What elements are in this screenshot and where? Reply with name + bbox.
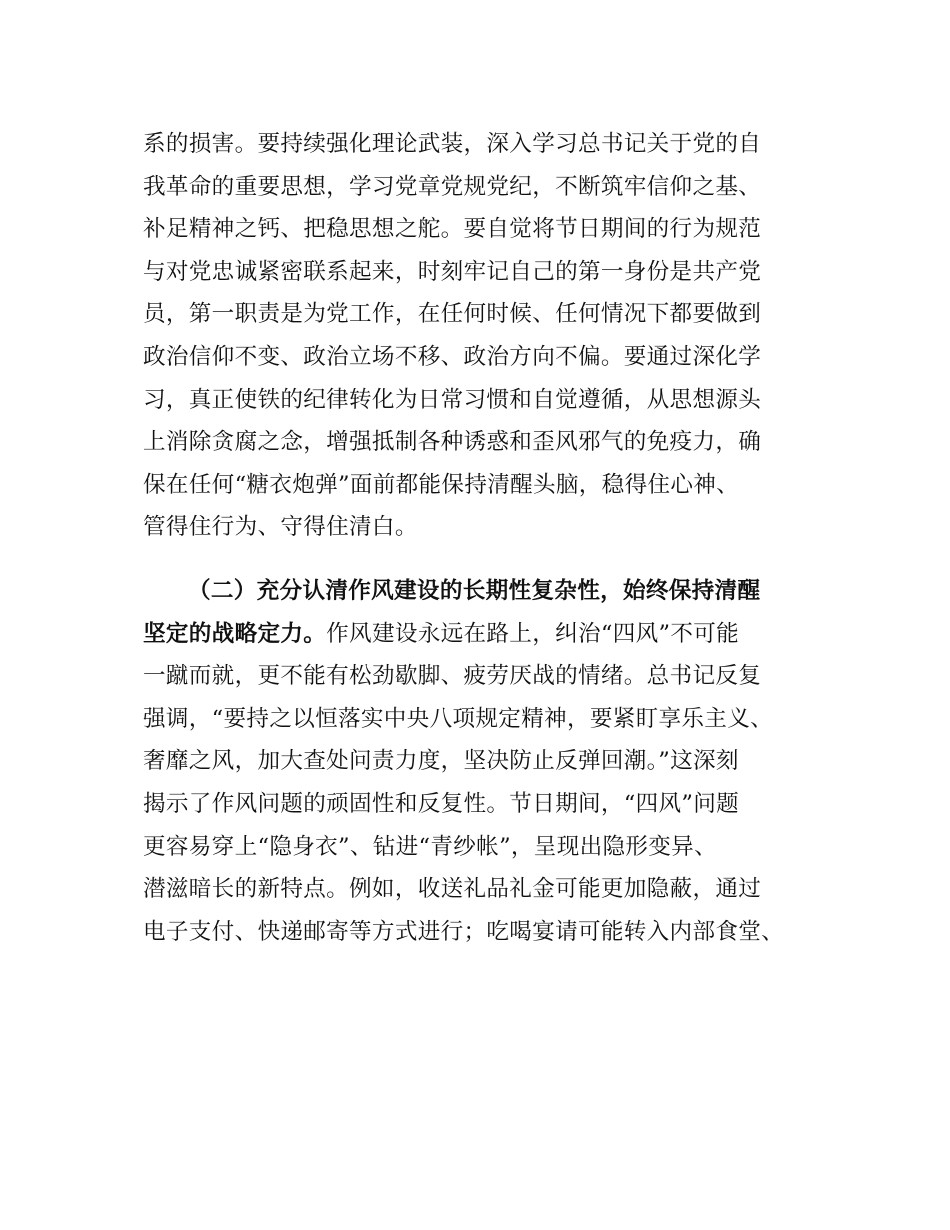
paragraph-theory-study (143, 123, 811, 549)
text-line: 保在任何“糖衣炮弹”面前都能保持清醒头脑，稳得住心神、 (143, 471, 740, 498)
text-line: 强调，“要持之以恒落实中央八项规定精神，要紧盯享乐主义、 (143, 705, 773, 732)
text-line: 习，真正使铁的纪律转化为日常习惯和自觉遵循，从思想源头 (143, 386, 762, 413)
text-line: 更容易穿上“隐身衣”、钻进“青纱帐”，呈现出隐形变异、 (143, 833, 717, 860)
section-heading-continued: 坚定的战略定力。 (143, 620, 327, 647)
text-line: 员，第一职责是为党工作，在任何时候、任何情况下都要做到 (143, 301, 762, 328)
text-line: 系的损害。要持续强化理论武装，深入学习总书记关于党的自 (143, 131, 762, 157)
text-line (143, 613, 811, 656)
text-line: 一蹴而就，更不能有松劲歇脚、疲劳厌战的情绪。总书记反复 (143, 663, 762, 690)
text-run: 作风建设永远在路上，纠治“四风”不可能 (326, 620, 740, 647)
text-line: 我革命的重要思想，学习党章党规党纪，不断筑牢信仰之基、 (143, 173, 762, 200)
text-line: 上消除贪腐之念，增强抵制各种诱惑和歪风邪气的免疫力，确 (143, 429, 762, 456)
text-line: 揭示了作风问题的顽固性和反复性。节日期间，“四风”问题 (143, 790, 740, 817)
text-line: 奢靡之风，加大查处问责力度，坚决防止反弹回潮。”这深刻 (143, 748, 739, 775)
text-line: 潜滋暗长的新特点。例如，收送礼品礼金可能更加隐蔽，通过 (143, 876, 762, 903)
text-line: 补足精神之钙、把稳思想之舵。要自觉将节日期间的行为规范 (143, 216, 762, 243)
paragraph-style-building (143, 570, 811, 953)
paragraph-spacer (143, 549, 811, 570)
document-page (143, 123, 811, 953)
text-line: 政治信仰不变、政治立场不移、政治方向不偏。要通过深化学 (143, 343, 762, 370)
text-line: 管得住行为、守得住清白。 (143, 514, 418, 541)
text-line: 与对党忠诚紧密联系起来，时刻牢记自己的第一身份是共产党 (143, 258, 762, 285)
text-line: 电子支付、快递邮寄等方式进行；吃喝宴请可能转入内部食堂、 (143, 918, 785, 945)
section-heading: （二）充分认清作风建设的长期性复杂性，始终保持清醒 (188, 577, 761, 604)
